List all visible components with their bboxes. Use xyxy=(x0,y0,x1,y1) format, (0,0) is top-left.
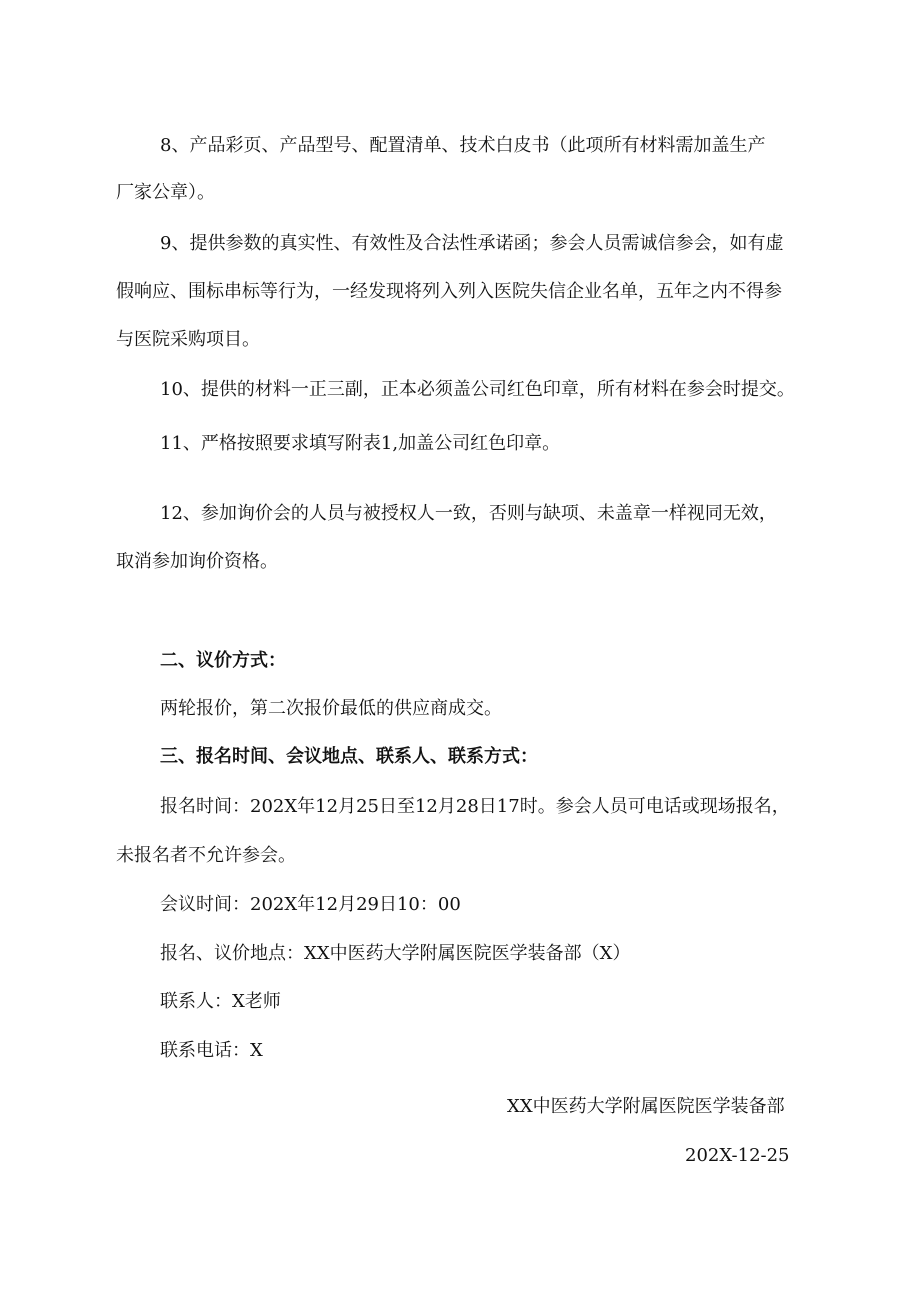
registration-time-line-2: 未报名者不允许参会。 xyxy=(116,845,296,866)
item-9-line-1: 9、提供参数的真实性、有效性及合法性承诺函；参会人员需诚信参会，如有虚 xyxy=(160,233,784,254)
meeting-time: 会议时间：202X年12月29日10：00 xyxy=(160,894,461,915)
meeting-location: 报名、议价地点：XX中医药大学附属医院医学装备部（X） xyxy=(160,943,631,964)
item-8-line-1: 8、产品彩页、产品型号、配置清单、技术白皮书（此项所有材料需加盖生产 xyxy=(160,135,766,156)
item-8-line-2: 厂家公章）。 xyxy=(116,182,215,203)
section3-heading: 三、报名时间、会议地点、联系人、联系方式： xyxy=(160,746,538,767)
item-9-line-3: 与医院采购项目。 xyxy=(116,329,260,350)
section2-heading: 二、议价方式： xyxy=(160,650,286,671)
signature-org: XX中医药大学附属医院医学装备部 xyxy=(507,1096,785,1117)
item-12-line-1: 12、参加询价会的人员与被授权人一致，否则与缺项、未盖章一样视同无效， xyxy=(160,503,777,524)
item-10-line-1: 10、提供的材料一正三副，正本必须盖公司红色印章，所有材料在参会时提交。 xyxy=(160,379,795,400)
signature-date: 202X-12-25 xyxy=(685,1145,790,1166)
item-11-line-1: 11、严格按照要求填写附表1,加盖公司红色印章。 xyxy=(160,433,561,454)
registration-time-line-1: 报名时间：202X年12月25日至12月28日17时。参会人员可电话或现场报名， xyxy=(160,796,790,817)
contact-person: 联系人：X老师 xyxy=(160,991,281,1012)
item-9-line-2: 假响应、围标串标等行为，一经发现将列入列入医院失信企业名单，五年之内不得参 xyxy=(116,281,782,302)
contact-phone: 联系电话：X xyxy=(160,1040,263,1061)
section2-text: 两轮报价，第二次报价最低的供应商成交。 xyxy=(160,698,502,719)
item-12-line-2: 取消参加询价资格。 xyxy=(116,551,278,572)
